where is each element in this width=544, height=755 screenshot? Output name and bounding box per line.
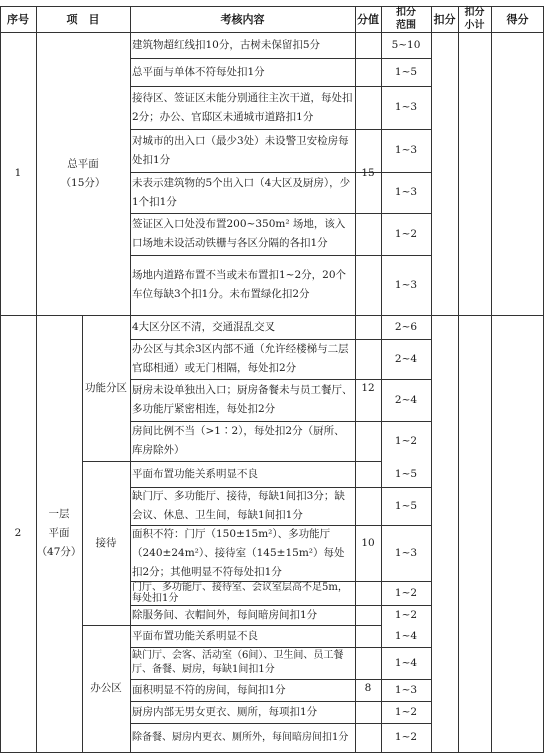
range-cell: 1~2 bbox=[394, 608, 418, 621]
content-row: 面积明显不符的房间，每间扣1分 bbox=[132, 683, 286, 696]
score-function-zoning: 12 bbox=[361, 381, 375, 394]
range-cell: 1~2 bbox=[394, 705, 418, 718]
content-row: 场地内道路布置不当或未布置扣1~2分，20个车位每缺3个扣1分。未布置绿化扣2分 bbox=[132, 269, 347, 300]
header-item: 项 目 bbox=[66, 12, 100, 26]
range-cell: 1~2 bbox=[394, 227, 418, 240]
header-score: 分值 bbox=[357, 12, 379, 26]
seq-2: 2 bbox=[14, 527, 22, 539]
content-row: 平面布置功能关系明显不良 bbox=[132, 629, 258, 642]
content-row: 缺门厅、会客、活动室（6间）、卫生间、员工餐厅、备餐、厨房，每缺1间扣1分 bbox=[132, 650, 344, 675]
range-cell: 1~5 bbox=[394, 499, 418, 512]
range-cell: 1~5 bbox=[394, 467, 418, 480]
range-cell: 1~2 bbox=[394, 731, 418, 743]
range-cell: 1~5 bbox=[394, 65, 418, 78]
subitem-function-zoning: 功能分区 bbox=[85, 381, 127, 394]
header-deduct: 扣分 bbox=[433, 12, 456, 26]
range-cell: 1~3 bbox=[394, 683, 418, 696]
range-cell: 1~2 bbox=[394, 434, 418, 447]
content-row: 面积不符：门厅（150±15m²）、多功能厅（240±24m²）、接待室（145±15m²）每处扣2分；其他明显不符每处扣1分 bbox=[132, 527, 345, 578]
range-cell: 5~10 bbox=[391, 38, 421, 51]
content-row: 除服务间、衣帽间外，每间暗房间扣1分 bbox=[132, 608, 318, 621]
header-seq: 序号 bbox=[7, 12, 29, 26]
item-general-plan: 总平面 （15分） bbox=[60, 157, 106, 189]
content-row: 4大区分区不清，交通混乱交叉 bbox=[132, 320, 276, 333]
range-cell: 1~3 bbox=[394, 144, 418, 156]
range-cell: 1~4 bbox=[394, 629, 418, 642]
content-row: 平面布置功能关系明显不良 bbox=[132, 467, 258, 480]
range-cell: 1~3 bbox=[394, 278, 418, 291]
grid-line bbox=[0, 752, 544, 753]
score-office-area: 8 bbox=[364, 682, 372, 694]
content-row: 厨房未设单独出入口；厨房备餐未与员工餐厅、多功能厅紧密相连，每处扣2分 bbox=[132, 384, 353, 415]
content-row: 接待区、签证区未能分别通往主次干道，每处扣2分；办公、官邸区未通城市道路扣1分 bbox=[132, 91, 353, 123]
subitem-reception: 接待 bbox=[95, 536, 117, 549]
content-row: 建筑物超红线扣10分，古树未保留扣5分 bbox=[132, 38, 321, 51]
grid-line bbox=[431, 6, 432, 752]
content-row: 门厅、多功能厅、接待室、会议室层高不足5m，每处扣1分 bbox=[132, 582, 348, 604]
seq-1: 1 bbox=[14, 167, 22, 179]
header-content: 考核内容 bbox=[220, 12, 265, 26]
range-cell: 1~3 bbox=[394, 101, 418, 113]
content-row: 厨房内部无男女更衣、厕所，每项扣1分 bbox=[132, 705, 318, 718]
item-first-floor: 一层 平面 （47分） bbox=[36, 508, 82, 558]
content-row: 对城市的出入口（最少3处）未设警卫安检房每处扣1分 bbox=[132, 134, 349, 166]
grid-line bbox=[458, 6, 459, 752]
content-row: 除备餐、厨房内更衣、厕所外，每间暗房间扣1分 bbox=[132, 731, 349, 743]
range-cell: 2~4 bbox=[394, 352, 418, 365]
content-row: 办公区与其余3区内部不通（允许经楼梯与二层官邸相通）或无门相隔，每处扣2分 bbox=[132, 343, 349, 374]
score-general-plan: 15 bbox=[361, 167, 375, 179]
range-cell: 1~4 bbox=[394, 656, 418, 669]
header-subtotal: 扣分 小计 bbox=[464, 7, 485, 31]
header-gain: 得分 bbox=[506, 12, 529, 26]
range-cell: 1~3 bbox=[394, 546, 418, 559]
content-row: 房间比例不当（>1∶2），每处扣2分（厨所、库房除外） bbox=[132, 425, 345, 456]
range-cell: 1~2 bbox=[394, 586, 418, 599]
header-range: 扣分 范围 bbox=[396, 7, 416, 31]
content-row: 缺门厅、多功能厅、接待，每缺1间扣3分；缺会议、休息、卫生间，每缺1间扣1分 bbox=[132, 490, 345, 521]
range-cell: 1~3 bbox=[394, 186, 418, 198]
content-row: 总平面与单体不符每处扣1分 bbox=[132, 65, 265, 78]
grid-line bbox=[491, 6, 492, 752]
content-row: 签证区入口处没布置200~350m² 场地，该入口场地未设活动铁栅与各区分隔的各扣1分 bbox=[132, 218, 346, 249]
range-cell: 2~6 bbox=[394, 320, 418, 333]
content-row: 未表示建筑物的5个出入口（4大区及厨房），少1个扣1分 bbox=[132, 176, 351, 208]
score-reception: 10 bbox=[361, 536, 375, 549]
subitem-office-area: 办公区 bbox=[90, 682, 122, 694]
range-cell: 2~4 bbox=[394, 393, 418, 406]
